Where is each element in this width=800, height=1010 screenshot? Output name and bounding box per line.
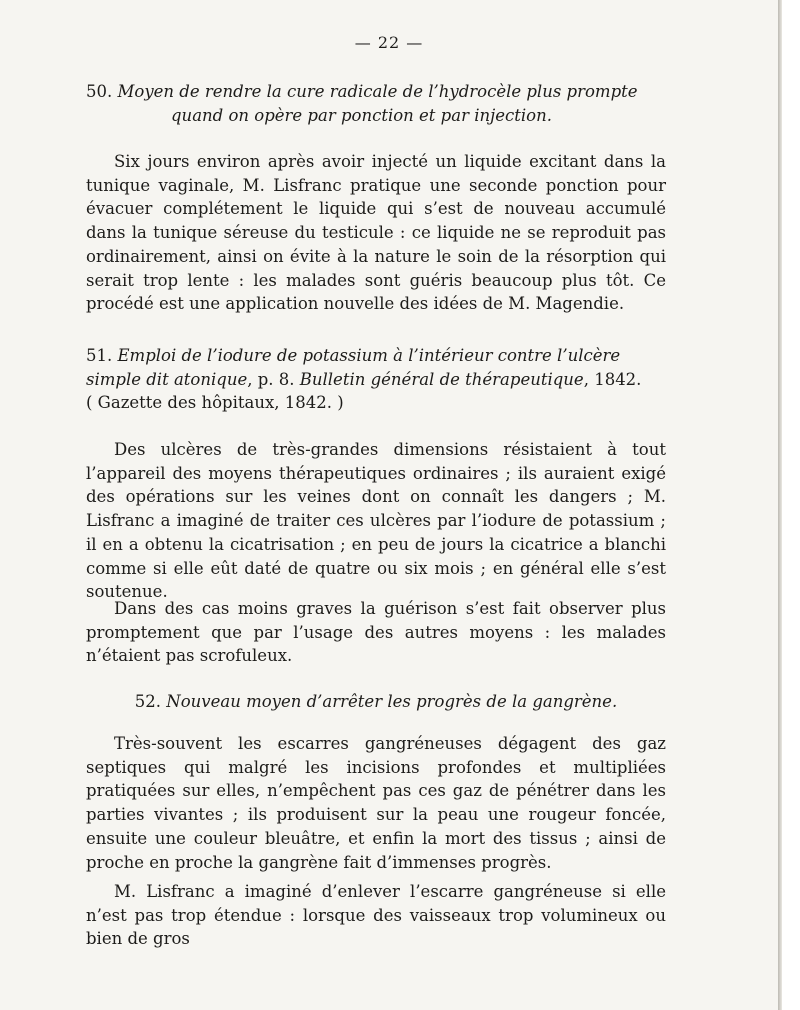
section-51-number: 51. <box>86 346 113 365</box>
section-51-title-page: , p. 8. <box>247 369 300 389</box>
section-51-paragraph-2: Dans des cas moins graves la guérison s’est fait observer plus promptement que par l’usage des autres moyens : les malades n’étaient pas scrofuleux. <box>86 599 666 666</box>
section-52-number: 52. <box>134 692 162 711</box>
section-51-bulletin: Bulletin général de thérapeutique <box>299 369 584 389</box>
section-52-paragraph-2: M. Lisfranc a imaginé d’enlever l’escarre gangréneuse si elle n’est pas trop étendue : lorsque des vaisseaux trop volumineux ou bien de gros <box>86 882 666 949</box>
section-52-title: Nouveau moyen d’arrêter les progrès de la gangrène. <box>166 692 618 711</box>
section-51-year: , 1842. <box>583 369 642 389</box>
section-51-heading <box>86 344 666 415</box>
section-52-paragraph-1: Très-souvent les escarres gangréneuses dégagent des gaz septiques qui malgré les incisions profondes et multipliées pratiquées sur elles, n’empêchent pas ces gaz de pénétrer dans les parties vivantes ; ils produisent sur la peau une rougeur foncée, ensuite une couleur bleuâtre, et enfin la mort des tissus ; ainsi de proche en proche la gangrène fait d’immenses progrès. <box>86 734 666 872</box>
section-51-source: ( Gazette des hôpitaux, 1842. ) <box>86 393 344 413</box>
section-50-heading <box>86 80 666 127</box>
section-51-paragraph-1: Des ulcères de très-grandes dimensions résistaient à tout l’appareil des moyens thérapeutiques ordinaires ; ils auraient exigé des opérations sur les veines dont on connaît les dangers ; M. Lisfranc a imaginé de traiter ces ulcères par l’iodure de potassium ; il en a obtenu la cicatrisation ; en peu de jours la cicatrice a blanchi comme si elle eût daté de quatre ou six mois ; en général elle s’est soutenue. <box>86 440 666 602</box>
page-edge <box>778 0 782 1010</box>
page-number: — 22 — <box>354 33 424 52</box>
section-50-number: 50. <box>86 82 113 101</box>
section-50-paragraph: Six jours environ après avoir injecté un liquide excitant dans la tunique vaginale, M. Lisfranc pratique une seconde ponction pour évacuer complétement le liquide qui s’est de nouveau accumulé dans la tunique séreuse du testicule : ce liquide ne se reproduit pas ordinairement, ainsi on évite à la nature le soin de la résorption qui serait trop lente : les malades sont guéris beaucoup plus tôt. Ce procédé est une application nouvelle des idées de M. Magendie. <box>86 152 666 314</box>
section-52-heading <box>86 690 666 714</box>
section-50-title-line1: Moyen de rendre la cure radicale de l’hydrocèle plus prompte <box>117 82 638 101</box>
section-51-title: Emploi de l’iodure de potassium à l’intérieur contre l’ulcère simple dit atonique <box>86 346 621 389</box>
section-50-title-line2: quand on opère par ponction et par injection. <box>171 105 552 125</box>
